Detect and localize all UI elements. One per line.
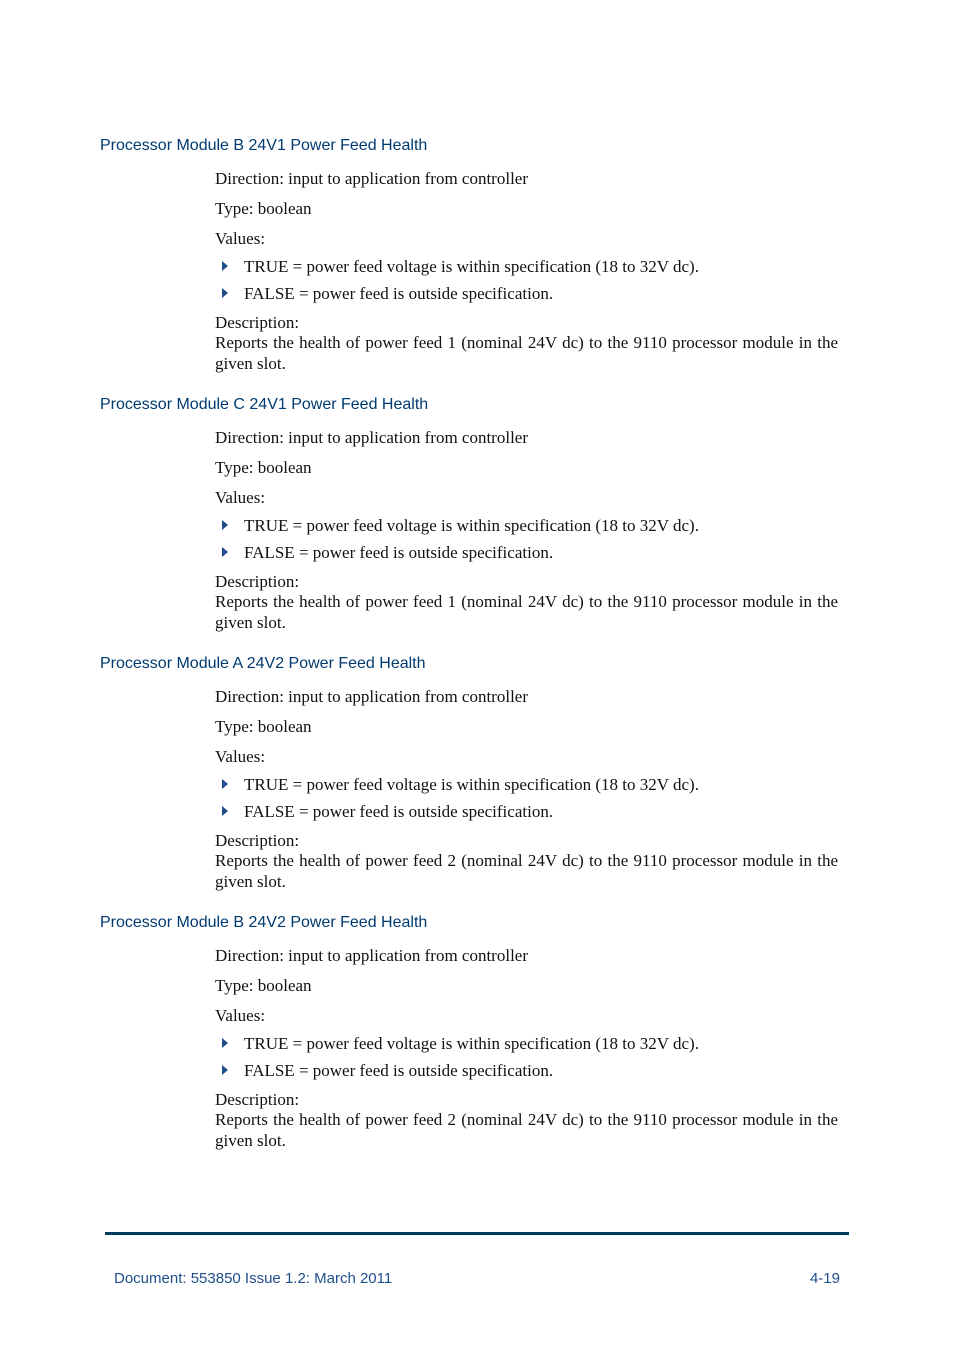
triangle-bullet-icon (222, 261, 228, 271)
description-text: Reports the health of power feed 2 (nominal 24V dc) to the 9110 processor module in the given slot. (215, 1110, 838, 1150)
direction-text: Direction: input to application from controller (215, 946, 528, 965)
type-text: Type: boolean (215, 976, 312, 995)
description-label: Description: (215, 313, 300, 332)
direction-text: Direction: input to application from controller (215, 687, 528, 706)
type-text: Type: boolean (215, 717, 312, 736)
values-label: Values: (215, 747, 266, 766)
type-text: Type: boolean (215, 199, 312, 218)
bullet-item-false (222, 1061, 553, 1081)
description-text: Reports the health of power feed 1 (nominal 24V dc) to the 9110 processor module in the given slot. (215, 333, 838, 373)
bullet-item-false (222, 543, 553, 563)
description-text: Reports the health of power feed 2 (nominal 24V dc) to the 9110 processor module in the given slot. (215, 851, 838, 891)
values-label: Values: (215, 229, 266, 248)
triangle-bullet-icon (222, 288, 228, 298)
section-heading: Processor Module A 24V2 Power Feed Health (100, 655, 426, 672)
bullet-text: FALSE = power feed is outside specification. (244, 543, 554, 562)
triangle-bullet-icon (222, 806, 228, 816)
bullet-item-true (222, 516, 699, 536)
bullet-text: TRUE = power feed voltage is within specification (18 to 32V dc). (244, 1034, 699, 1053)
bullet-item-true (222, 1034, 699, 1054)
description-label: Description: (215, 1090, 300, 1109)
section-heading: Processor Module C 24V1 Power Feed Health (100, 396, 429, 413)
type-text: Type: boolean (215, 458, 312, 477)
description-label: Description: (215, 572, 300, 591)
bullet-text: FALSE = power feed is outside specification. (244, 1061, 554, 1080)
direction-text: Direction: input to application from controller (215, 169, 528, 188)
footer-page-number: 4-19 (809, 1270, 840, 1287)
triangle-bullet-icon (222, 1065, 228, 1075)
section-heading: Processor Module B 24V2 Power Feed Health (100, 914, 428, 931)
description-label: Description: (215, 831, 300, 850)
footer-document-info: Document: 553850 Issue 1.2: March 2011 (114, 1270, 393, 1287)
bullet-text: TRUE = power feed voltage is within specification (18 to 32V dc). (244, 516, 699, 535)
values-label: Values: (215, 488, 266, 507)
bullet-item-false (222, 284, 553, 304)
description-text: Reports the health of power feed 1 (nominal 24V dc) to the 9110 processor module in the given slot. (215, 592, 838, 632)
triangle-bullet-icon (222, 1038, 228, 1048)
bullet-text: TRUE = power feed voltage is within specification (18 to 32V dc). (244, 775, 699, 794)
bullet-text: FALSE = power feed is outside specification. (244, 284, 554, 303)
bullet-item-true (222, 775, 699, 795)
values-label: Values: (215, 1006, 266, 1025)
direction-text: Direction: input to application from controller (215, 428, 528, 447)
triangle-bullet-icon (222, 520, 228, 530)
triangle-bullet-icon (222, 779, 228, 789)
bullet-item-true (222, 257, 699, 277)
section-heading: Processor Module B 24V1 Power Feed Health (100, 137, 428, 154)
bullet-text: TRUE = power feed voltage is within specification (18 to 32V dc). (244, 257, 699, 276)
bullet-text: FALSE = power feed is outside specification. (244, 802, 554, 821)
triangle-bullet-icon (222, 547, 228, 557)
footer-divider (105, 1232, 849, 1235)
bullet-item-false (222, 802, 553, 822)
